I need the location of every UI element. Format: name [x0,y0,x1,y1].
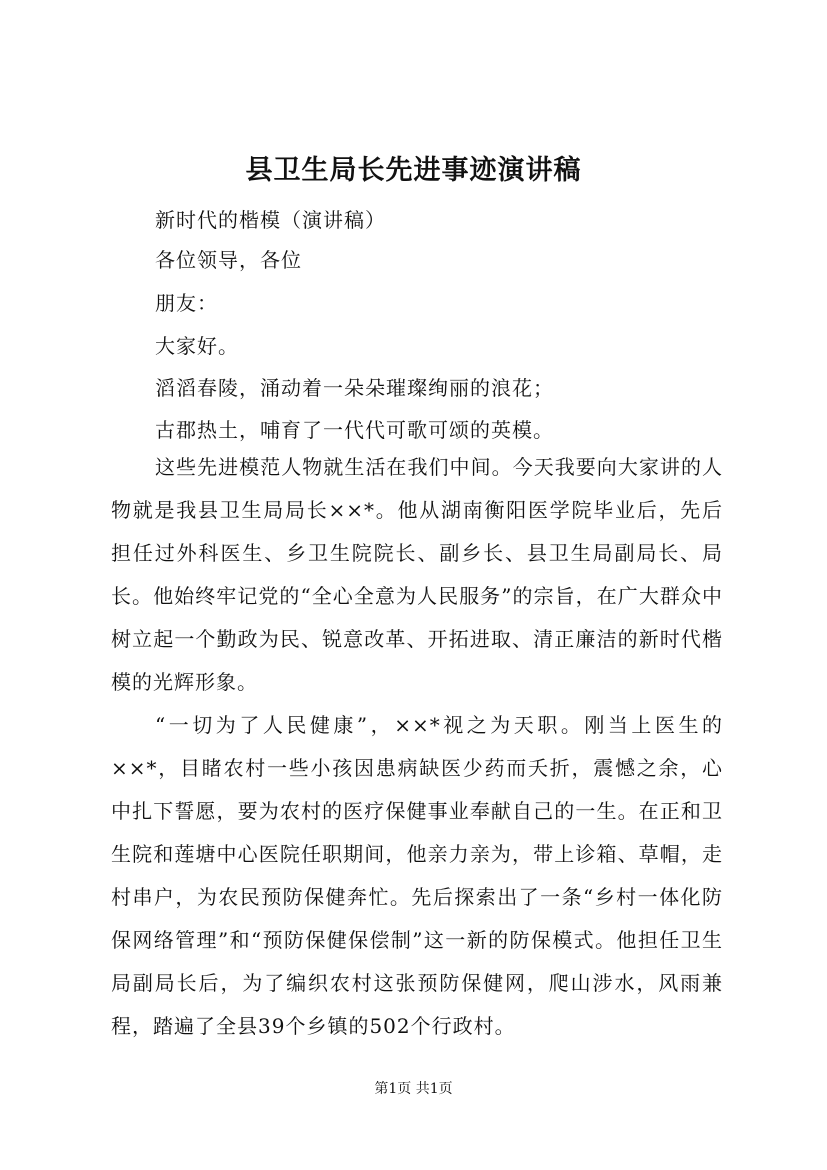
verse-line-1: 滔滔春陵，涌动着一朵朵璀璨绚丽的浪花； [155,376,554,400]
verse-line-2: 古郡热土，哺育了一代代可歌可颂的英模。 [155,418,554,442]
greeting-line: 大家好。 [155,334,239,358]
body-paragraph-2: “一切为了人民健康”，××*视之为天职。刚当上医生的××*，目睹农村一些小孩因患病缺医少药而夭折，震憾之余，心中扎下誓愿，要为农村的医疗保健事业奉献自己的一生。在正和卫生院和莲塘中心医院任职期间，他亲力亲为，带上诊箱、草帽，走村串户，为农民预防保健奔忙。先后探索出了一条“乡村一体化防保网络管理”和“预防保健保偿制”这一新的防保模式。他担任卫生局副局长后，为了编织农村这张预防保健网，爬山涉水，风雨兼程，踏遍了全县39个乡镇的502个行政村。 [111,713,723,1038]
body-paragraph-1: 这些先进模范人物就生活在我们中间。今天我要向大家讲的人物就是我县卫生局局长××*。他从湖南衡阳医学院毕业后，先后担任过外科医生、乡卫生院院长、副乡长、县卫生局副局长、局长。他始终牢记党的“全心全意为人民服务”的宗旨，在广大群众中树立起一个勤政为民、锐意改革、开拓进取、清正廉洁的新时代楷模的光辉形象。 [111,455,723,694]
salutation-line-1: 各位领导，各位 [155,248,302,272]
salutation-line-2: 朋友： [155,291,218,315]
subtitle-line: 新时代的楷模（演讲稿） [155,208,386,232]
document-title: 县卫生局长先进事迹演讲稿 [245,155,582,186]
page-footer: 第1页 共1页 [374,1081,453,1097]
